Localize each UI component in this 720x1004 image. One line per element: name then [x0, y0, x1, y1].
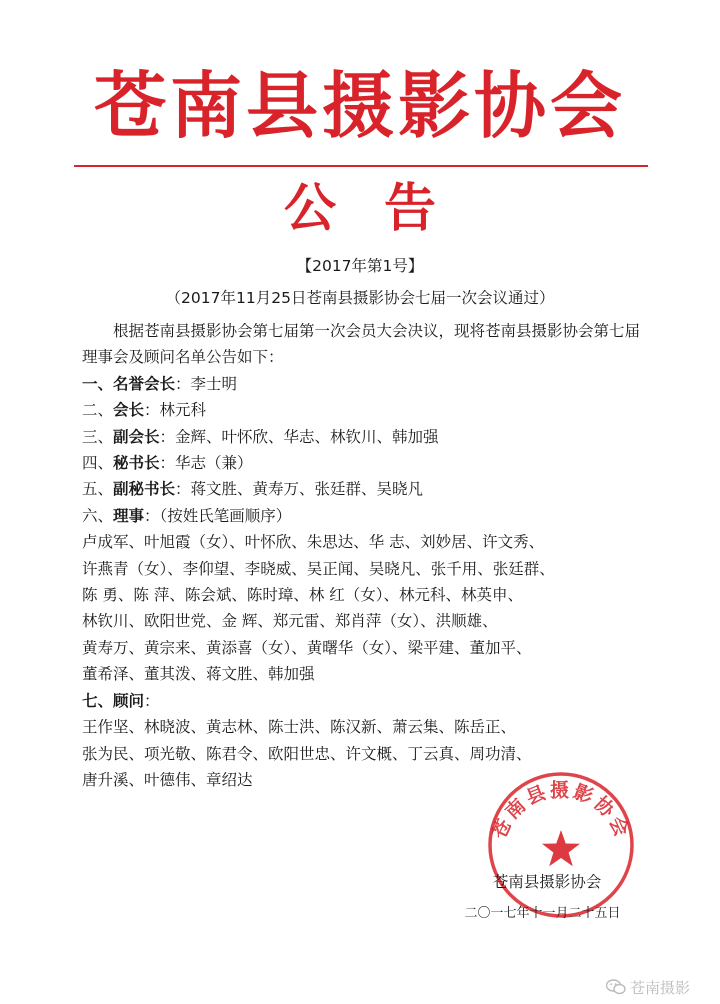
- section-label: 顾问: [113, 691, 145, 710]
- section-value: 蒋文胜、黄寿万、张廷群、吴晓凡: [190, 480, 424, 499]
- header-divider: [74, 165, 648, 167]
- section-value: 林元科: [159, 401, 207, 420]
- section-label: 理事: [113, 506, 145, 525]
- section-number: 七、: [82, 691, 114, 710]
- directors-line: 许燕青（女）、李仰望、李晓威、吴正闻、吴晓凡、张千用、张廷群、: [82, 559, 555, 578]
- directors-line: 卢成军、叶旭霞（女）、叶怀欣、朱思达、华 志、刘妙居、许文秀、: [82, 533, 545, 552]
- section-honorary-president: [82, 371, 642, 397]
- watermark-text: 苍南摄影: [630, 978, 691, 997]
- section-number: 六、: [82, 506, 114, 525]
- seal-text: 苍南县摄影协会: [488, 779, 634, 843]
- org-title: 苍南县摄影协会: [93, 63, 626, 148]
- section-colon: ：: [175, 374, 191, 393]
- section-colon: ：: [159, 454, 176, 473]
- intro-paragraph: 根据苍南县摄影协会第七届第一次会员大会决议，现将苍南县摄影协会第七届理事会及顾问名单公告如下：: [82, 322, 641, 367]
- wechat-icon: [606, 979, 626, 995]
- watermark: [606, 976, 716, 998]
- issue-date: 二〇一七年十一月二十五日: [464, 906, 621, 921]
- directors-line: 陈 勇、陈 萍、陈会斌、陈时璋、林 红（女）、林元科、林英申、: [82, 586, 524, 605]
- section-president: [82, 397, 642, 423]
- section-label: 副会长: [113, 427, 160, 446]
- official-seal-icon: [486, 770, 636, 920]
- section-colon: ：: [159, 427, 176, 446]
- section-label: 副秘书长: [113, 480, 176, 499]
- section-colon: ：: [144, 401, 160, 420]
- section-vice-presidents: [82, 424, 642, 450]
- section-value: 华志（兼）: [175, 454, 253, 473]
- section-advisors: [82, 688, 642, 714]
- section-number: 二、: [82, 401, 114, 420]
- meeting-note: （2017年11月25日苍南县摄影协会七届一次会议通过）: [165, 289, 555, 307]
- advisors-line: 唐升溪、叶德伟、章绍达: [82, 770, 253, 789]
- section-label: 秘书长: [113, 454, 160, 473]
- signing-organization: 苍南县摄影协会: [492, 873, 602, 891]
- section-directors: [82, 503, 642, 529]
- section-value: 金辉、叶怀欣、华志、林钦川、韩加强: [175, 427, 439, 446]
- issue-number: 【2017年第1号】: [296, 257, 424, 275]
- notice-title: 公告: [283, 178, 484, 239]
- directors-line: 黄寿万、黄宗来、黄添喜（女）、黄曙华（女）、梁平建、董加平、: [82, 638, 532, 657]
- section-colon: ：: [144, 506, 160, 525]
- directors-line: 董希泽、董其泼、蒋文胜、韩加强: [82, 665, 315, 684]
- notice-body: [82, 318, 642, 793]
- section-label: 名誉会长: [113, 374, 176, 393]
- section-deputy-secretaries: [82, 476, 642, 502]
- section-colon: ：: [144, 691, 160, 710]
- section-colon: ：: [175, 480, 191, 499]
- directors-line: 林钦川、欧阳世党、金 辉、郑元雷、郑肖萍（女）、洪顺雄、: [82, 612, 498, 631]
- section-value: （按姓氏笔画顺序）: [159, 506, 292, 525]
- section-number: 一、: [82, 374, 114, 393]
- section-number: 四、: [82, 454, 114, 473]
- section-label: 会长: [113, 401, 145, 420]
- section-number: 五、: [82, 480, 114, 499]
- section-value: 李士明: [190, 374, 238, 393]
- section-number: 三、: [82, 427, 114, 446]
- section-secretary-general: [82, 450, 642, 476]
- advisors-line: 张为民、项光敬、陈君令、欧阳世忠、许文概、丁云真、周功清、: [82, 744, 532, 763]
- advisors-line: 王作坚、林晓波、黄志林、陈士洪、陈汉新、萧云集、陈岳正、: [82, 718, 517, 737]
